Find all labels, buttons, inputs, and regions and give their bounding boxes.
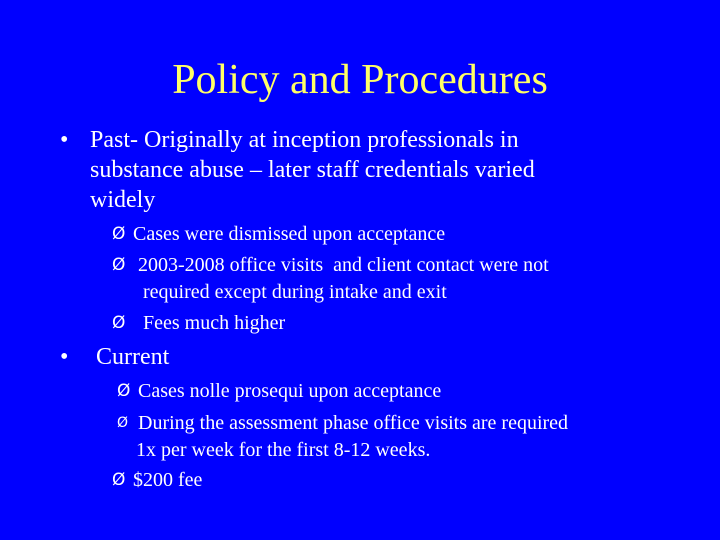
sub-item-assessment <box>117 410 707 464</box>
bullet-past <box>60 125 700 215</box>
arrow-right-icon: Ø <box>112 224 126 244</box>
sub-item-dismissed <box>112 221 692 248</box>
bullet-dot-icon: • <box>60 127 69 153</box>
bullet-current <box>60 342 700 372</box>
sub-item-fee-amount <box>112 467 692 494</box>
slide-title: Policy and Procedures <box>172 57 548 103</box>
arrow-right-icon: Ø <box>112 313 126 333</box>
bullet-past-line-2: substance abuse – later staff credentials varied <box>90 157 535 183</box>
sub-item-text: Fees much higher <box>133 312 286 334</box>
arrow-right-icon: Ø <box>117 415 129 431</box>
sub-item-text-cont: 1x per week for the first 8-12 weeks. <box>136 439 431 461</box>
bullet-dot-icon: • <box>60 344 69 370</box>
sub-item-text: Cases were dismissed upon acceptance <box>133 223 446 245</box>
sub-item-office-visits <box>112 252 692 306</box>
sub-item-fees <box>112 310 692 337</box>
arrow-right-icon: Ø <box>112 255 126 275</box>
sub-item-text-cont: required except during intake and exit <box>133 281 447 303</box>
arrow-right-icon: Ø <box>117 381 131 401</box>
bullet-current-line-1: Current <box>96 344 170 370</box>
sub-item-nolle-prosequi <box>117 378 697 405</box>
arrow-right-icon: Ø <box>112 470 126 490</box>
sub-item-text: During the assessment phase office visits are required <box>133 412 569 434</box>
bullet-past-line-3: widely <box>90 187 156 213</box>
sub-item-text: Cases nolle prosequi upon acceptance <box>133 380 442 402</box>
sub-item-text: 2003-2008 office visits and client contact were not <box>133 254 549 276</box>
sub-item-text: $200 fee <box>133 469 203 491</box>
bullet-past-line-1: Past- Originally at inception professionals in <box>90 127 519 153</box>
